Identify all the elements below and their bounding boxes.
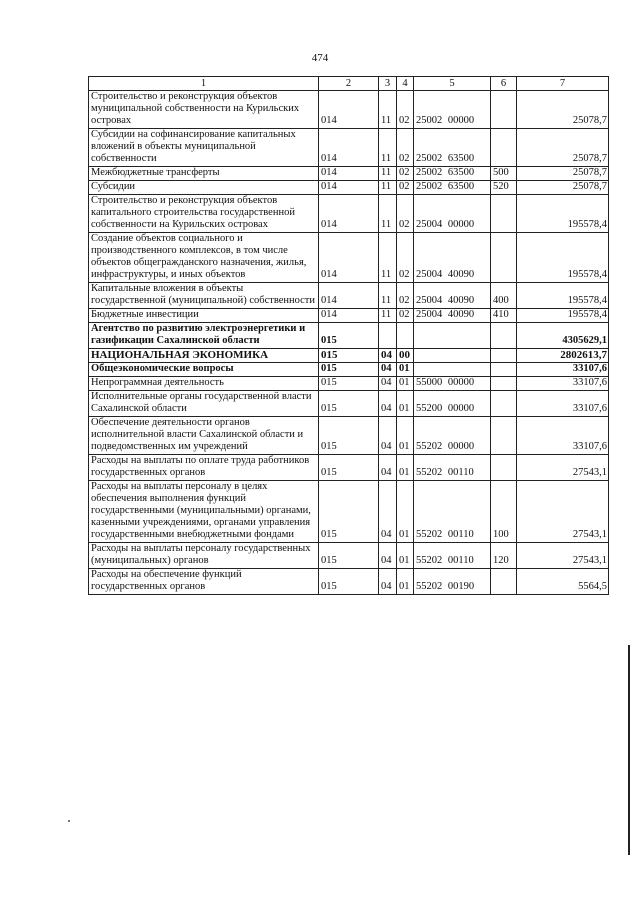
subsection-code-cell: 00 [397,349,414,363]
table-row [89,377,609,391]
section-code-cell: 04 [379,363,397,377]
amount-cell: 33107,6 [517,363,609,377]
target-article-cell: 25002 63500 [414,181,491,195]
table-row [89,543,609,569]
section-code-cell: 04 [379,481,397,543]
target-article-cell: 25002 63500 [414,129,491,167]
subsection-code-cell: 02 [397,91,414,129]
row-name-cell: Межбюджетные трансферты [89,167,319,181]
expense-type-cell: 400 [491,283,517,309]
margin-scan-line [628,645,630,855]
ministry-code-cell: 014 [319,309,379,323]
target-article-cell: 55000 00000 [414,377,491,391]
subsection-code-cell: 02 [397,233,414,283]
target-article-cell [414,323,491,349]
column-header: 4 [397,77,414,91]
row-name-cell: Общеэкономические вопросы [89,363,319,377]
target-article-cell: 55200 00000 [414,391,491,417]
table-row [89,91,609,129]
ministry-code-cell: 015 [319,455,379,481]
subsection-code-cell: 01 [397,391,414,417]
section-code-cell: 11 [379,167,397,181]
column-header: 6 [491,77,517,91]
row-name-cell: Расходы на обеспечение функций государственных органов [89,569,319,595]
subsection-code-cell: 01 [397,569,414,595]
subsection-code-cell: 01 [397,417,414,455]
target-article-cell: 25004 40090 [414,283,491,309]
expense-type-cell [491,195,517,233]
column-header: 3 [379,77,397,91]
section-code-cell: 11 [379,181,397,195]
amount-cell: 27543,1 [517,481,609,543]
row-name-cell: Создание объектов социального и производственного комплексов, в том числе объектов общегражданского назначения, жилья, инфраструктуры, и иных объектов [89,233,319,283]
expense-type-cell [491,91,517,129]
row-name-cell: Расходы на выплаты по оплате труда работников государственных органов [89,455,319,481]
ministry-code-cell: 015 [319,349,379,363]
ministry-code-cell: 014 [319,91,379,129]
section-code-cell: 11 [379,283,397,309]
target-article-cell: 55202 00110 [414,481,491,543]
expense-type-cell [491,377,517,391]
expense-type-cell [491,349,517,363]
subsection-code-cell: 02 [397,167,414,181]
row-name-cell: Строительство и реконструкция объектов капитального строительства государственной собственности на Курильских островах [89,195,319,233]
amount-cell: 27543,1 [517,543,609,569]
section-code-cell: 04 [379,377,397,391]
scan-speck [68,820,70,822]
amount-cell: 195578,4 [517,283,609,309]
subsection-code-cell: 02 [397,309,414,323]
target-article-cell: 55202 00190 [414,569,491,595]
subsection-code-cell: 02 [397,195,414,233]
expense-type-cell [491,569,517,595]
column-header: 2 [319,77,379,91]
target-article-cell: 25004 40090 [414,309,491,323]
amount-cell: 195578,4 [517,309,609,323]
table-row [89,391,609,417]
expense-type-cell [491,417,517,455]
expense-type-cell: 410 [491,309,517,323]
section-code-cell: 11 [379,129,397,167]
amount-cell: 25078,7 [517,91,609,129]
section-code-cell: 11 [379,195,397,233]
section-code-cell: 11 [379,91,397,129]
subsection-code-cell: 01 [397,481,414,543]
target-article-cell: 55202 00110 [414,543,491,569]
amount-cell: 33107,6 [517,391,609,417]
target-article-cell: 25002 00000 [414,91,491,129]
table-row [89,349,609,363]
amount-cell: 25078,7 [517,181,609,195]
ministry-code-cell: 015 [319,377,379,391]
expense-type-cell [491,129,517,167]
amount-cell: 33107,6 [517,417,609,455]
ministry-code-cell: 015 [319,569,379,595]
row-name-cell: Агентство по развитию электроэнергетики и газификации Сахалинской области [89,323,319,349]
amount-cell: 27543,1 [517,455,609,481]
ministry-code-cell: 015 [319,391,379,417]
table-row [89,233,609,283]
row-name-cell: Строительство и реконструкция объектов муниципальной собственности на Курильских островах [89,91,319,129]
target-article-cell [414,363,491,377]
table-row [89,309,609,323]
row-name-cell: НАЦИОНАЛЬНАЯ ЭКОНОМИКА [89,349,319,363]
section-code-cell: 04 [379,455,397,481]
ministry-code-cell: 014 [319,129,379,167]
row-name-cell: Субсидии на софинансирование капитальных вложений в объекты муниципальной собственности [89,129,319,167]
amount-cell: 4305629,1 [517,323,609,349]
expense-type-cell: 500 [491,167,517,181]
row-name-cell: Бюджетные инвестиции [89,309,319,323]
row-name-cell: Расходы на выплаты персоналу государственных (муниципальных) органов [89,543,319,569]
target-article-cell [414,349,491,363]
table-row [89,181,609,195]
subsection-code-cell: 01 [397,363,414,377]
amount-cell: 2802613,7 [517,349,609,363]
subsection-code-cell: 02 [397,181,414,195]
table-row [89,455,609,481]
row-name-cell: Исполнительные органы государственной власти Сахалинской области [89,391,319,417]
page-number: 474 [311,52,329,64]
amount-cell: 195578,4 [517,233,609,283]
amount-cell: 25078,7 [517,167,609,181]
ministry-code-cell: 014 [319,283,379,309]
ministry-code-cell: 015 [319,417,379,455]
subsection-code-cell: 01 [397,543,414,569]
expense-type-cell: 520 [491,181,517,195]
amount-cell: 25078,7 [517,129,609,167]
subsection-code-cell: 02 [397,283,414,309]
row-name-cell: Субсидии [89,181,319,195]
expense-type-cell: 100 [491,481,517,543]
section-code-cell: 04 [379,543,397,569]
section-code-cell: 04 [379,349,397,363]
table-row [89,129,609,167]
ministry-code-cell: 015 [319,323,379,349]
table-row [89,323,609,349]
section-code-cell: 11 [379,309,397,323]
target-article-cell: 25002 63500 [414,167,491,181]
ministry-code-cell: 014 [319,167,379,181]
row-name-cell: Непрограммная деятельность [89,377,319,391]
section-code-cell: 04 [379,391,397,417]
target-article-cell: 25004 00000 [414,195,491,233]
section-code-cell: 04 [379,569,397,595]
subsection-code-cell: 01 [397,455,414,481]
ministry-code-cell: 015 [319,481,379,543]
ministry-code-cell: 014 [319,233,379,283]
column-header: 5 [414,77,491,91]
row-name-cell: Расходы на выплаты персоналу в целях обеспечения выполнения функций государственными (муниципальными) органами, казенными учреждениями, органами управления государственными внебюджетными фондами [89,481,319,543]
amount-cell: 33107,6 [517,377,609,391]
table-row [89,167,609,181]
target-article-cell: 55202 00000 [414,417,491,455]
subsection-code-cell: 01 [397,377,414,391]
amount-cell: 195578,4 [517,195,609,233]
expense-type-cell [491,455,517,481]
expense-type-cell: 120 [491,543,517,569]
table-row [89,481,609,543]
table-row [89,283,609,309]
column-header: 1 [89,77,319,91]
section-code-cell: 11 [379,233,397,283]
ministry-code-cell: 014 [319,181,379,195]
column-header: 7 [517,77,609,91]
subsection-code-cell: 02 [397,129,414,167]
ministry-code-cell: 015 [319,363,379,377]
ministry-code-cell: 014 [319,195,379,233]
ministry-code-cell: 015 [319,543,379,569]
table-row [89,569,609,595]
expense-type-cell [491,323,517,349]
row-name-cell: Капитальные вложения в объекты государственной (муниципальной) собственности [89,283,319,309]
section-code-cell: 04 [379,417,397,455]
expense-type-cell [491,363,517,377]
target-article-cell: 55202 00110 [414,455,491,481]
amount-cell: 5564,5 [517,569,609,595]
budget-table [88,76,609,595]
target-article-cell: 25004 40090 [414,233,491,283]
expense-type-cell [491,391,517,417]
table-header-row [89,77,609,91]
subsection-code-cell [397,323,414,349]
table-row [89,363,609,377]
row-name-cell: Обеспечение деятельности органов исполнительной власти Сахалинской области и подведомственных им учреждений [89,417,319,455]
table-row [89,417,609,455]
section-code-cell [379,323,397,349]
table-row [89,195,609,233]
expense-type-cell [491,233,517,283]
